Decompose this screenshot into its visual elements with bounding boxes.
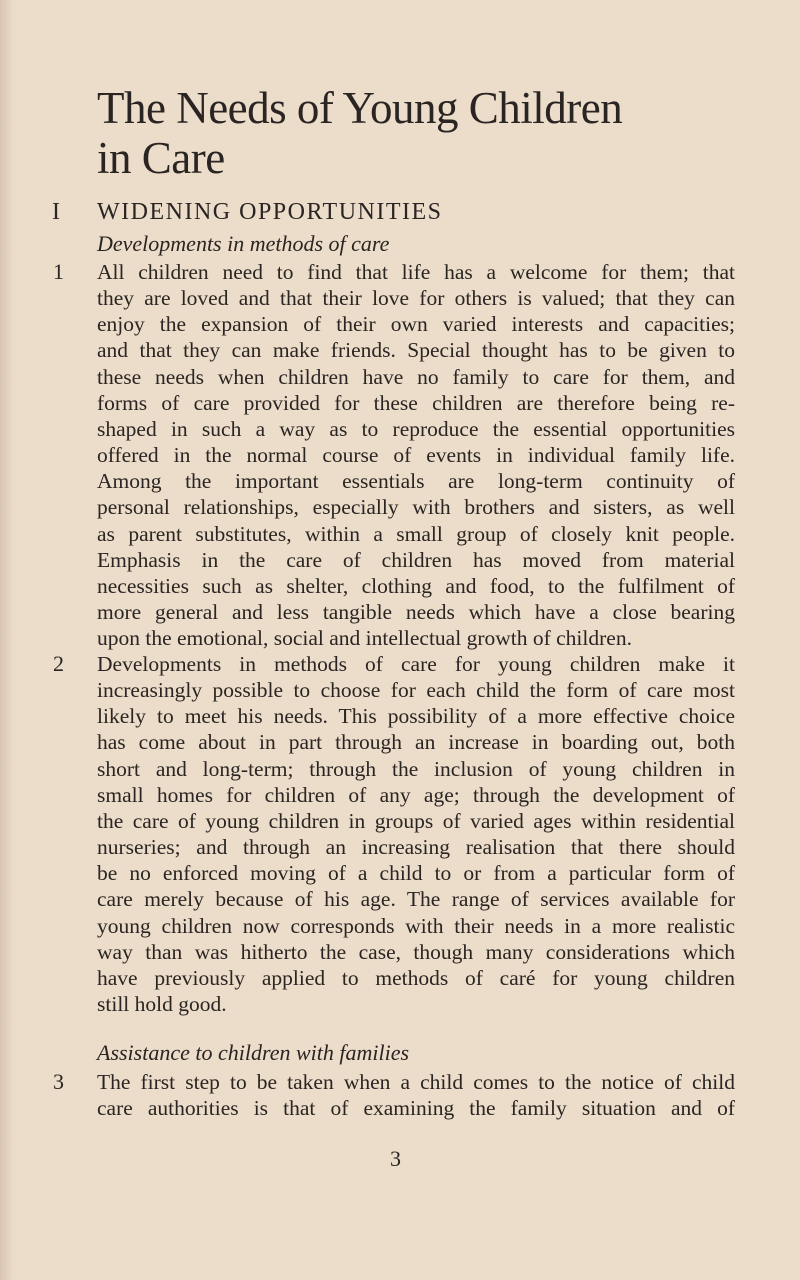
text-line: way than was hitherto the case, though many considerations which (97, 939, 735, 964)
paragraph-number-3: 3 (53, 1069, 64, 1094)
text-line: still hold good. (97, 991, 227, 1016)
text-line: Emphasis in the care of children has moved from material (97, 547, 735, 572)
text-line: personal relationships, especially with brothers and sisters, as well (97, 495, 735, 520)
text-line: small homes for children of any age; through the development of (97, 782, 735, 807)
text-line: forms of care provided for these children are therefore being re- (97, 390, 735, 415)
text-line: likely to meet his needs. This possibility of a more effective choice (97, 704, 735, 729)
page-number: 3 (390, 1146, 401, 1171)
text-line: and that they can make friends. Special thought has to be given to (97, 338, 735, 363)
text-line: All children need to find that life has a welcome for them; that (97, 260, 735, 284)
text-line: nurseries; and through an increasing realisation that there should (97, 835, 735, 860)
subheading-assistance: Assistance to children with families (97, 1040, 410, 1065)
page-title-line-2: in Care (97, 133, 225, 183)
text-line: has come about in part through an increase in boarding out, both (97, 730, 735, 755)
section-title: WIDENING OPPORTUNITIES (97, 199, 443, 225)
text-line: have previously applied to methods of caré for young children (97, 965, 735, 990)
text-line: as parent substitutes, within a small group of closely knit people. (97, 521, 735, 546)
text-line: offered in the normal course of events in individual family life. (97, 443, 735, 468)
text-line: shaped in such a way as to reproduce the essential opportunities (97, 416, 735, 441)
text-line: more general and less tangible needs which have a close bearing (97, 599, 735, 624)
text-line: upon the emotional, social and intellectual growth of children. (97, 626, 632, 651)
page-title-line-1: The Needs of Young Children (97, 83, 623, 133)
text-line: increasingly possible to choose for each child the form of care most (97, 678, 735, 703)
text-line: Among the important essentials are long-term continuity of (97, 469, 735, 494)
text-line: these needs when children have no family to care for them, and (97, 364, 735, 389)
text-line: care authorities is that of examining the family situation and of (97, 1096, 735, 1121)
text-line: care merely because of his age. The range of services available for (97, 887, 735, 912)
page-edge-shadow (0, 0, 14, 1280)
text-line: they are loved and that their love for others is valued; that they can (97, 286, 735, 311)
text-line: Developments in methods of care for young children make it (97, 652, 735, 676)
paragraph-number-2: 2 (53, 651, 64, 676)
text-line: the care of young children in groups of varied ages within residential (97, 808, 735, 833)
text-line: young children now corresponds with their needs in a more realistic (97, 913, 735, 938)
subheading-developments: Developments in methods of care (97, 231, 390, 256)
section-number: I (52, 199, 60, 225)
text-line: be no enforced moving of a child to or from a particular form of (97, 861, 735, 886)
text-line: enjoy the expansion of their own varied interests and capacities; (97, 312, 735, 337)
text-line: The first step to be taken when a child comes to the notice of child (97, 1070, 735, 1094)
paragraph-number-1: 1 (53, 259, 64, 284)
text-line: short and long-term; through the inclusion of young children in (97, 756, 735, 781)
text-line: necessities such as shelter, clothing and food, to the fulfilment of (97, 573, 735, 598)
